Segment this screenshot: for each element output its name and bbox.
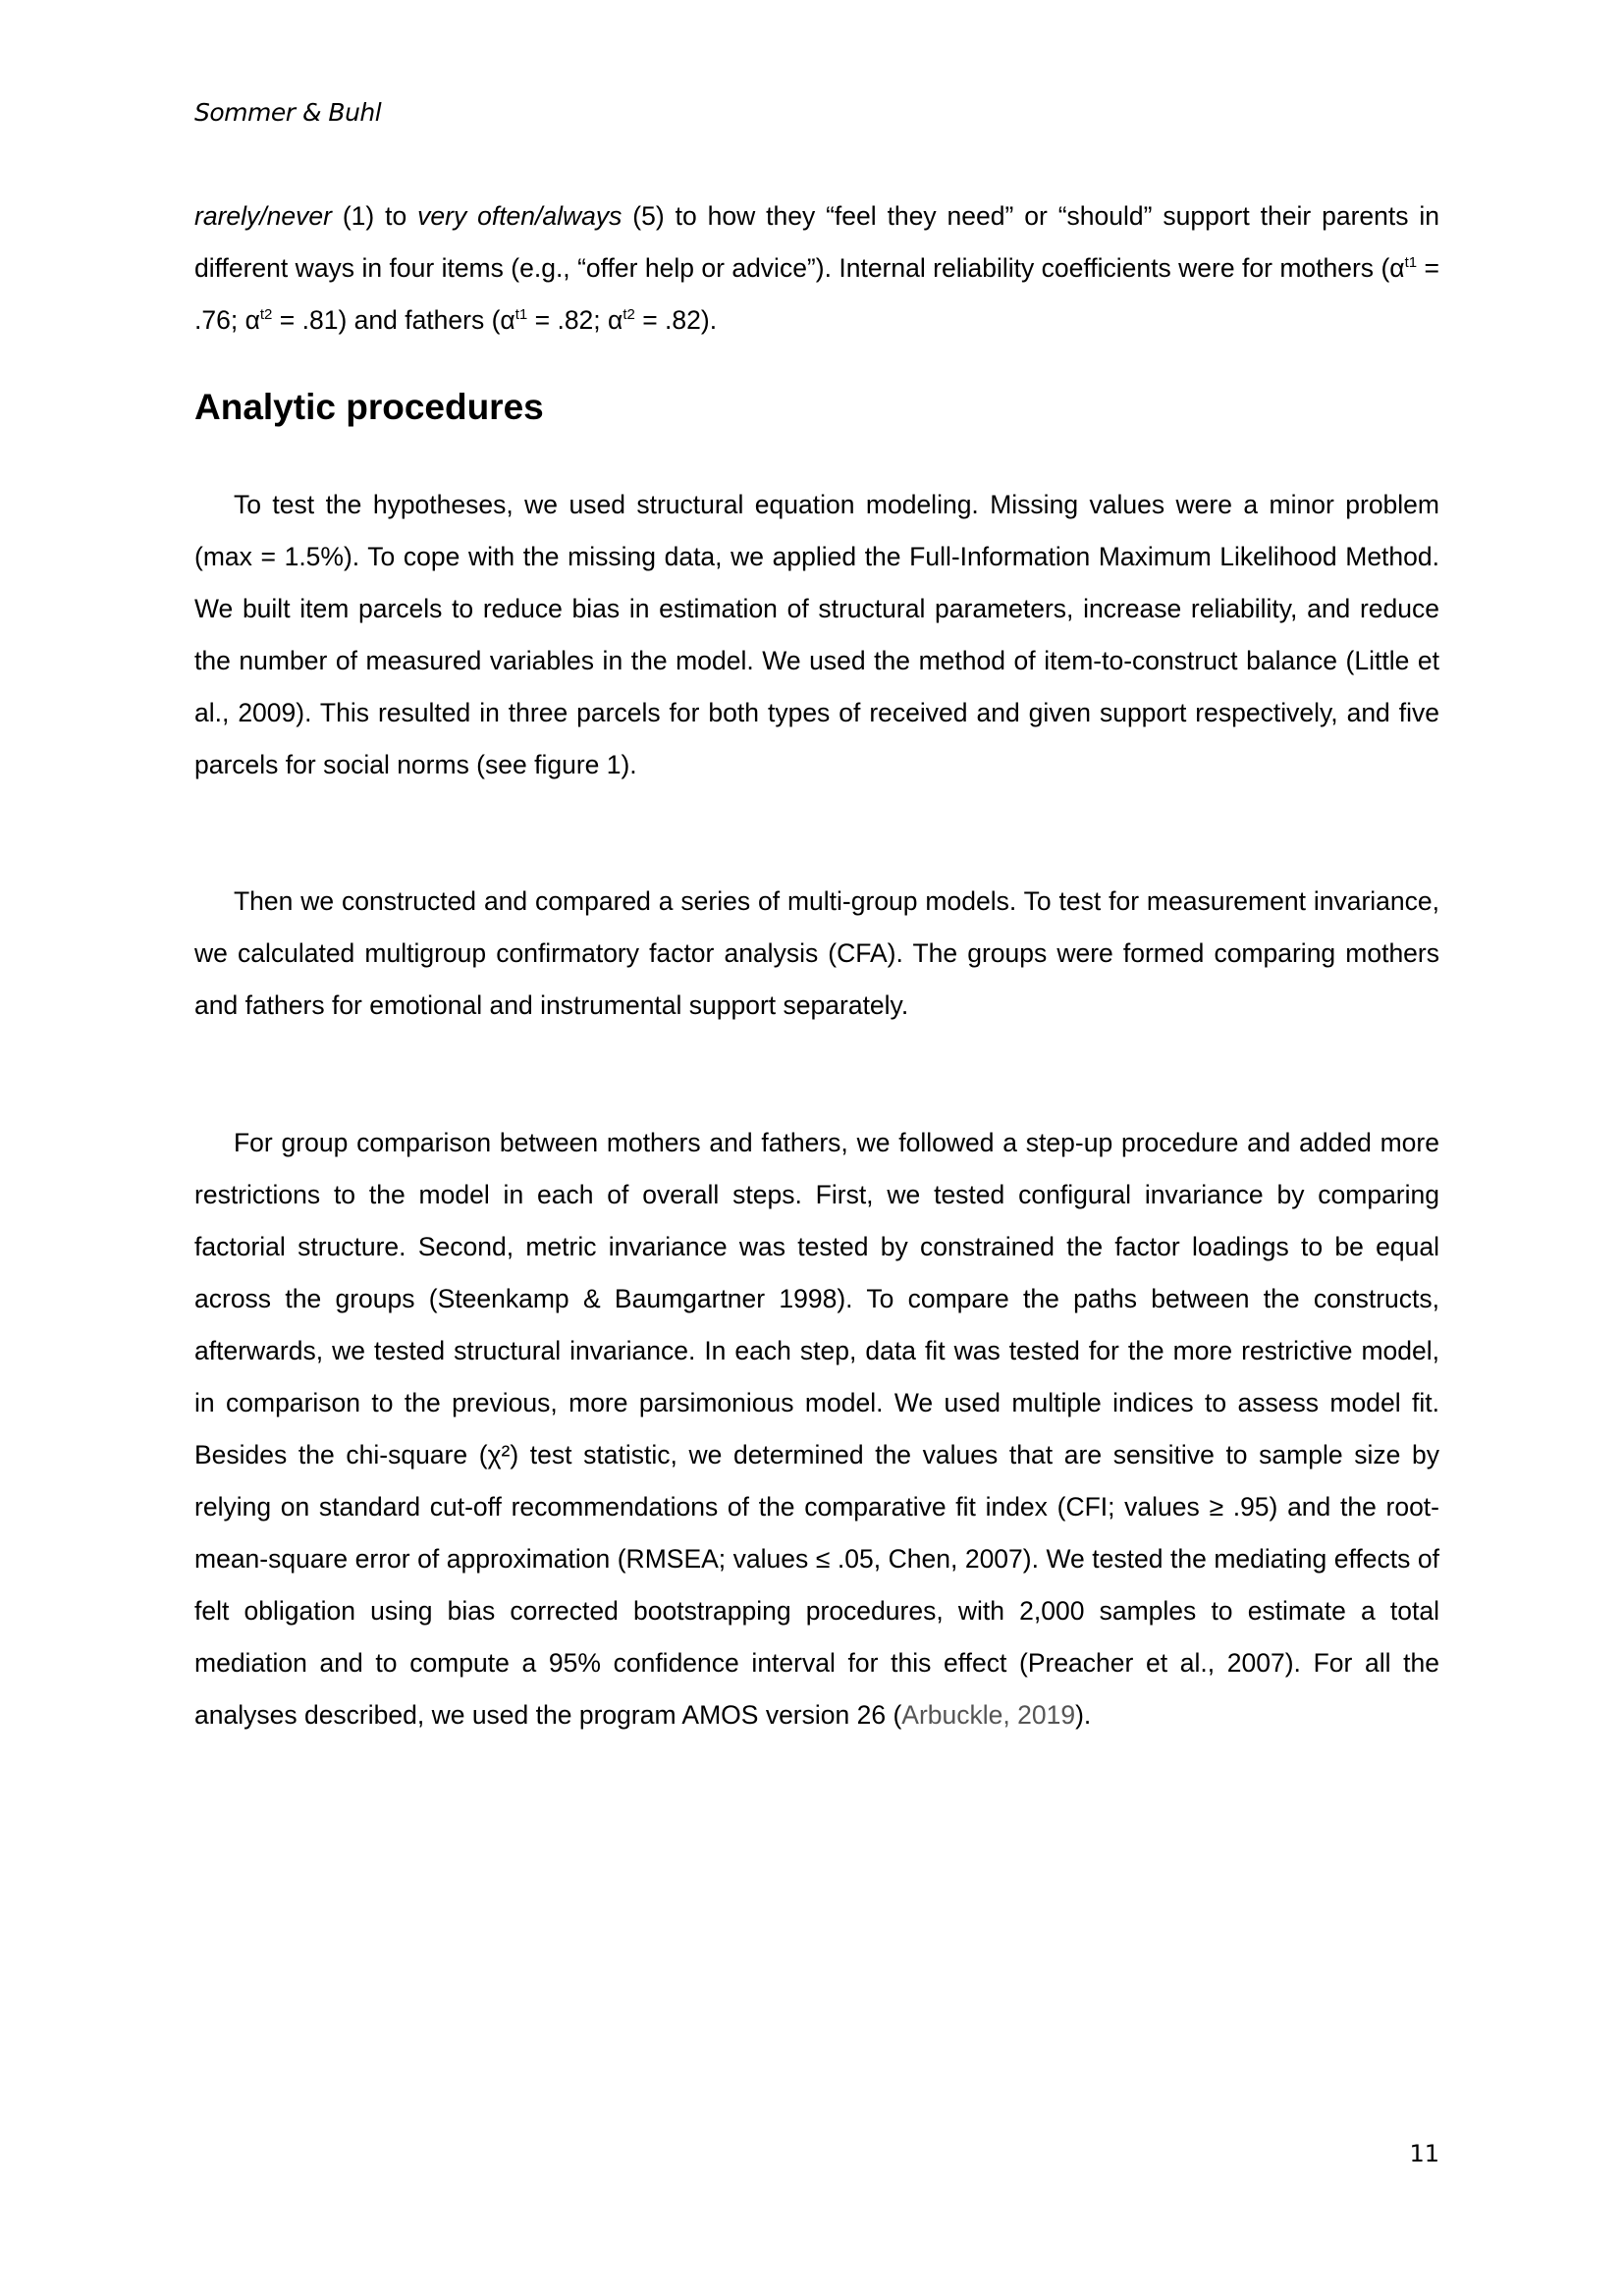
paragraph-2-container: [194, 876, 1439, 1032]
paragraph-3-container: [194, 1117, 1439, 1741]
paragraph: Then we constructed and compared a series of multi-group models. To test for measurement invariance, we calculated multigroup confirmatory factor analysis (CFA). The groups were formed comparing mothers and fathers for emotional and instrumental support separately.: [194, 886, 1439, 1020]
italic-term: very often/always: [417, 201, 623, 231]
text: = .81) and fathers (α: [272, 305, 515, 335]
text: = .82; α: [527, 305, 623, 335]
continued-paragraph: [194, 190, 1439, 347]
running-head: Sommer & Buhl: [194, 98, 382, 127]
text: = .76; α: [194, 253, 1439, 335]
text: ).: [1075, 1700, 1092, 1730]
paragraph: [194, 190, 1439, 347]
paragraph-1-container: [194, 479, 1439, 791]
section-heading: Analytic procedures: [194, 387, 544, 427]
superscript: t2: [623, 306, 635, 324]
italic-term: rarely/never: [194, 201, 332, 231]
superscript: t1: [1404, 254, 1418, 272]
superscript: t2: [259, 306, 273, 324]
citation-link[interactable]: Arbuckle, 2019: [901, 1700, 1076, 1730]
text: (5) to how they “feel they need” or “should” support their parents in different ways in four items (e.g., “offer help or advice”). Internal reliability coefficients were for mothers (α: [194, 201, 1440, 283]
text: (1) to: [331, 201, 418, 231]
text: = .82).: [634, 305, 718, 335]
text: For group comparison between mothers and fathers, we followed a step-up procedure and added more restrictions to the model in each of overall steps. First, we tested configural invariance by comparing factorial structure. Second, metric invariance was tested by constrained the factor loadings to be equal across the groups (Steenkamp & Baumgartner 1998). To compare the paths between the constructs, afterwards, we tested structural invariance. In each step, data fit was tested for the more restrictive model, in comparison to the previous, more parsimonious model. We used multiple indices to assess model fit. Besides the chi-square (χ²) test statistic, we determined the values that are sensitive to sample size by relying on standard cut-off recommendations of the comparative fit index (CFI; values ≥ .95) and the root-mean-square error of approximation (RMSEA; values ≤ .05, Chen, 2007). We tested the mediating effects of felt obligation using bias corrected bootstrapping procedures, with 2,000 samples to estimate a total mediation and to compute a 95% confidence interval for this effect (Preacher et al., 2007). For all the analyses described, we used the program AMOS version 26 (: [194, 1128, 1439, 1730]
page-number: 11: [1409, 2140, 1439, 2167]
paragraph: [194, 1117, 1439, 1741]
paragraph: To test the hypotheses, we used structural equation modeling. Missing values were a minor problem (max = 1.5%). To cope with the missing data, we applied the Full-Information Maximum Likelihood Method. We built item parcels to reduce bias in estimation of structural parameters, increase reliability, and reduce the number of measured variables in the model. We used the method of item-to-construct balance (Little et al., 2009). This resulted in three parcels for both types of received and given support respectively, and five parcels for social norms (see figure 1).: [194, 490, 1439, 779]
superscript: t1: [514, 306, 528, 324]
